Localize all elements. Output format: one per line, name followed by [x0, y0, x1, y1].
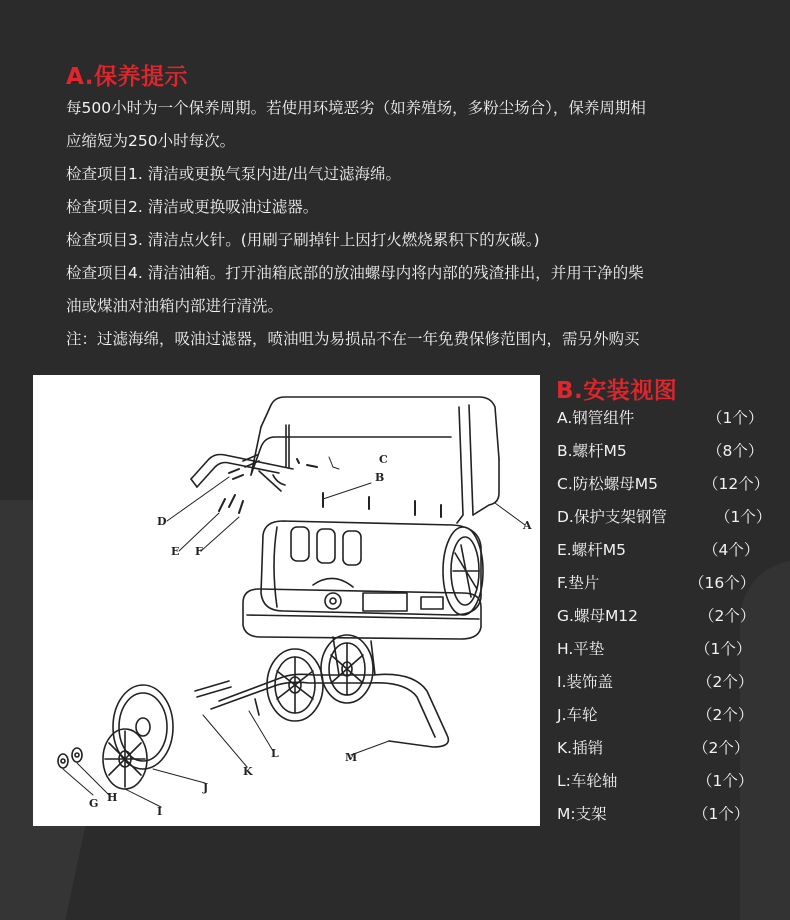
part-item — [557, 765, 782, 798]
part-quantity: （2个） — [697, 673, 754, 691]
diagram-label-e: E — [171, 545, 180, 558]
part-name: D.保护支架钢管 — [557, 508, 667, 526]
part-item — [557, 501, 782, 534]
part-name: F.垫片 — [557, 574, 600, 592]
part-item — [557, 633, 782, 666]
diagram-label-l: L — [271, 747, 279, 760]
diagram-label-c: C — [379, 453, 388, 466]
part-item — [557, 534, 782, 567]
part-name: G.螺母M12 — [557, 607, 639, 625]
part-name: A.钢管组件 — [557, 409, 635, 427]
part-item — [557, 402, 782, 435]
leader-lines — [63, 457, 525, 807]
part-name: E.螺杆M5 — [557, 541, 626, 559]
small-parts — [58, 681, 231, 768]
wheel-right-pair — [267, 635, 373, 721]
part-item — [557, 732, 782, 765]
part-name: M:支架 — [557, 805, 607, 823]
wheel-left — [103, 685, 173, 789]
part-name: K.插销 — [557, 739, 604, 757]
part-item — [557, 699, 782, 732]
part-item — [557, 567, 782, 600]
part-name: I.装饰盖 — [557, 673, 613, 691]
part-quantity: （1个） — [715, 508, 772, 526]
part-item — [557, 468, 782, 501]
diagram-label-j: J — [203, 781, 209, 794]
maintenance-line: 检查项目2. 清洁或更换吸油过滤器。 — [66, 198, 319, 216]
maintenance-text — [66, 92, 756, 356]
diagram-label-i: I — [157, 805, 163, 818]
maintenance-line: 检查项目3. 清洁点火针。(用刷子刷掉针上因打火燃烧累积下的灰碳。) — [66, 231, 540, 249]
maintenance-line: 检查项目1. 清洁或更换气泵内进/出气过滤海绵。 — [66, 165, 401, 183]
installation-diagram — [33, 375, 540, 826]
part-name: B.螺杆M5 — [557, 442, 627, 460]
part-name: C.防松螺母M5 — [557, 475, 658, 493]
maintenance-line: 每500小时为一个保养周期。若使用环境恶劣（如养殖场，多粉尘场合），保养周期相 — [66, 99, 646, 117]
diagram-label-f: F — [195, 545, 203, 558]
part-name: L:车轮轴 — [557, 772, 618, 790]
part-quantity: （1个） — [693, 805, 750, 823]
part-quantity: （4个） — [703, 541, 760, 559]
steel-pipe-frame — [251, 397, 499, 523]
installation-title: B.安装视图 — [556, 378, 678, 404]
diagram-label-b: B — [375, 471, 385, 484]
part-quantity: （2个） — [699, 607, 756, 625]
part-quantity: （12个） — [703, 475, 770, 493]
diagram-label-a: A — [523, 519, 532, 532]
diagram-label-k: K — [243, 765, 253, 778]
part-item — [557, 600, 782, 633]
part-quantity: （8个） — [707, 442, 764, 460]
part-name: H.平垫 — [557, 640, 605, 658]
maintenance-line: 注：过滤海绵，吸油过滤器，喷油咀为易损品不在一年免费保修范围内，需另外购买 — [66, 330, 640, 348]
support-stand — [211, 637, 448, 747]
part-name: J.车轮 — [557, 706, 598, 724]
diagram-label-g: G — [89, 797, 99, 810]
maintenance-title: A.保养提示 — [66, 64, 188, 90]
parts-list — [557, 402, 782, 831]
part-item — [557, 435, 782, 468]
part-quantity: （1个） — [707, 409, 764, 427]
part-quantity: （1个） — [695, 640, 752, 658]
part-item — [557, 798, 782, 831]
heater-body — [243, 521, 483, 639]
part-item — [557, 666, 782, 699]
diagram-label-d: D — [157, 515, 167, 528]
part-quantity: （1个） — [697, 772, 754, 790]
part-quantity: （2个） — [693, 739, 750, 757]
maintenance-line: 检查项目4. 清洁油箱。打开油箱底部的放油螺母内将内部的残渣排出，并用干净的柴 — [66, 264, 644, 282]
diagram-label-h: H — [107, 791, 118, 804]
diagram-label-m: M — [345, 751, 358, 764]
maintenance-line: 应缩短为250小时每次。 — [66, 132, 236, 150]
part-quantity: （16个） — [689, 574, 756, 592]
maintenance-line: 油或煤油对油箱内部进行清洗。 — [66, 297, 284, 315]
part-quantity: （2个） — [697, 706, 754, 724]
